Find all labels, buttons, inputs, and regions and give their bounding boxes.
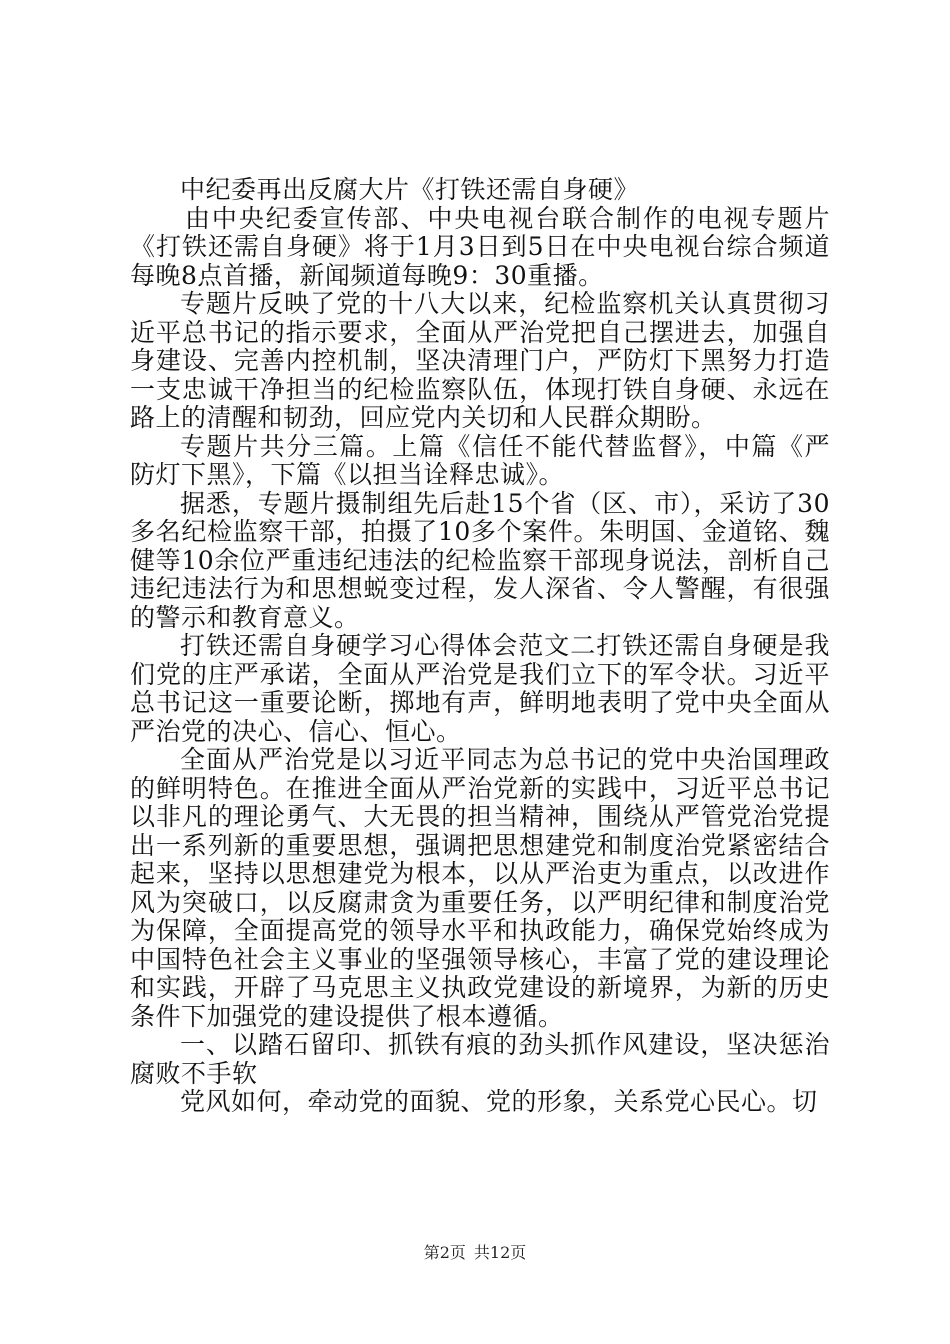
- section-heading: 一、以踏石留印、抓铁有痕的劲头抓作风建设，坚决惩治腐败不手软: [130, 1030, 830, 1088]
- paragraph-1: 由中央纪委宣传部、中央电视台联合制作的电视专题片《打铁还需自身硬》将于1月3日到5日在中央电视台综合频道每晚8点首播，新闻频道每晚9：30重播。: [130, 203, 830, 290]
- page-total: 共12页: [473, 1243, 527, 1262]
- paragraph-7: 党风如何，牵动党的面貌、党的形象，关系党心民心。切: [180, 1087, 818, 1116]
- paragraph-5: 打铁还需自身硬学习心得体会范文二打铁还需自身硬是我们党的庄严承诺，全面从严治党是我们立下的军令状。习近平总书记这一重要论断，掷地有声，鲜明地表明了党中央全面从严治党的决心、信心、恒心。: [130, 631, 830, 746]
- paragraph-2: 专题片反映了党的十八大以来，纪检监察机关认真贯彻习近平总书记的指示要求，全面从严治党把自己摆进去，加强自身建设、完善内控机制，坚决清理门户，严防灯下黑努力打造一支忠诚干净担当的纪检监察队伍，体现打铁自身硬、永远在路上的清醒和韧劲，回应党内关切和人民群众期盼。: [130, 289, 830, 432]
- paragraph-4: 据悉，专题片摄制组先后赴15个省（区、市），采访了30多名纪检监察干部，拍摄了10多个案件。朱明国、金道铭、魏健等10余位严重违纪违法的纪检监察干部现身说法，剖析自己违纪违法行为和思想蜕变过程，发人深省、令人警醒，有很强的警示和教育意义。: [130, 488, 830, 632]
- paragraph-6: 全面从严治党是以习近平同志为总书记的党中央治国理政的鲜明特色。在推进全面从严治党新的实践中，习近平总书记以非凡的理论勇气、大无畏的担当精神，围绕从严管党治党提出一系列新的重要思想，强调把思想建党和制度治党紧密结合起来，坚持以思想建党为根本，以从严治吏为重点，以改进作风为突破口，以反腐肃贪为重要任务，以严明纪律和制度治党为保障，全面提高党的领导水平和执政能力，确保党始终成为中国特色社会主义事业的坚强领导核心，丰富了党的建设理论和实践，开辟了马克思主义执政党建设的新境界，为新的历史条件下加强党的建设提供了根本遵循。: [130, 745, 830, 1031]
- document-title: 中纪委再出反腐大片《打铁还需自身硬》: [180, 175, 640, 204]
- page-footer: [0, 1243, 950, 1263]
- page-number: 第2页: [423, 1243, 466, 1262]
- paragraph-3: 专题片共分三篇。上篇《信任不能代替监督》，中篇《严防灯下黑》，下篇《以担当诠释忠诚》。: [130, 431, 830, 489]
- document-body: [130, 176, 830, 1117]
